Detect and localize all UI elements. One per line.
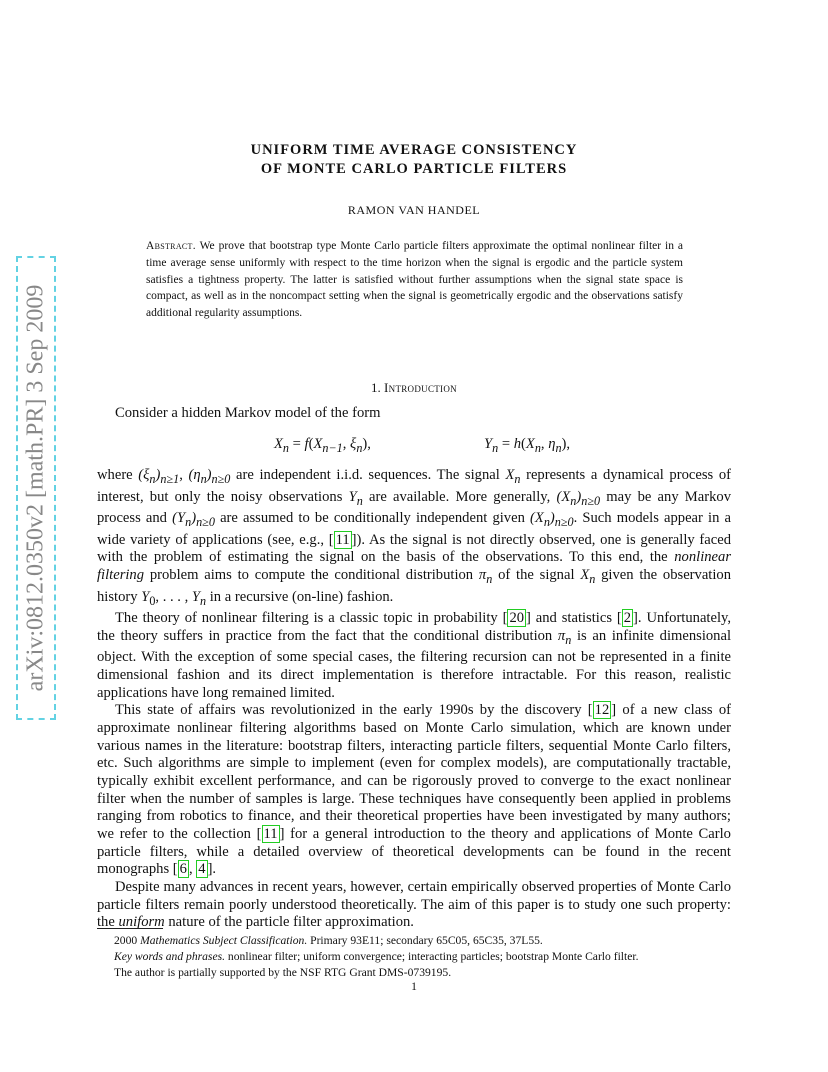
paragraph-2: The theory of nonlinear filtering is a classic topic in probability [ 20 ] and statistics [ 2 ]. Unfortunately, the theory suffers in practice from the fact that the conditional distribution $\pi_n$ is an infinite dimensional object. With the exception of some special cases, the filtering recursion can not be represented in a finite dimensional fashion and its direct implementation is therefore intractable. For this reason, realistic applications have long remained limited. [97,610,732,701]
p2-text-c: . Unfortunately, the theory suffers in practice from the fact that the conditional distribution [97,610,732,644]
msc-label: Mathematics Subject Classification. [140,934,308,947]
page-number: 1 [411,980,417,993]
equation-state: $X_n = f(X_{n-1}$, $\xi_n$), [274,436,371,455]
p2-text-d: is an infinite dimensional object. With the exception of some special cases, the filtering recursion can not be represented in a finite dimensional fashion and its direct implementation is therefore intractable. For this reason, realistic applications have long remained limited. [97,627,732,701]
p2-text-a: The theory of nonlinear filtering is a classic topic in probability [115,610,498,627]
abstract-label: Abstract. [146,240,196,252]
arxiv-stamp[interactable]: arXiv:0812.0350v2 [math.PR] 3 Sep 2009 [22,284,49,692]
p1-text-b: represents a dynamical process of interest, but only the noisy observations [97,467,731,505]
p3-text-a: This state of affairs was revolutionized in the early 1990s by the discovery [115,702,582,719]
section-number: 1. [371,380,381,395]
abstract-text: We prove that bootstrap type Monte Carlo particle filters approximate the optimal nonlinear filter in a time average sense uniformly with respect to the time horizon when the signal is ergodic and the particle system satisfies a tightness property. The latter is satisfied without further assumptions when the signal state space is compact, as well as in the noncompact setting when the signal is geometrically ergodic and the observations satisfy additional regularity assumptions. [146,240,683,320]
p1-text-a: are independent i.i.d. sequences. The signal [236,467,500,483]
section-heading [97,380,731,396]
citation-20[interactable]: 20 [509,610,525,627]
footnote-msc [97,933,731,949]
p3-text-c: for a general introduction to the theory and applications of Monte Carlo particle filters, while a detailed overview of theoretical developments can be found in the recent monographs [97,825,731,878]
footnote-keywords [97,949,731,965]
p1-emph-nonlinear-filtering: nonlinear filtering [97,549,732,583]
p3-text-b: of a new class of approximate nonlinear filtering algorithms based on Monte Carlo simulation, which are known under various names in the literature: bootstrap filters, interacting particle filters, sequential Monte Carlo filters, etc. Such algorithms are simple to implement (even for complex models), are computationally tractable, typically exhibit excellent performance, and can be rigorously proved to converge to the exact nonlinear filter when the number of samples is large. These techniques have consequently been applied in problems ranging from robotics to finance, and their theoretical properties have been investigated by many authors; we refer to the collection [97,702,731,842]
p1-text-h: problem aims to compute the conditional distribution [149,567,474,583]
section-title: Introduction [384,380,457,395]
body-text [97,467,731,932]
paper-title [120,141,708,179]
p2-text-b: and statistics [535,610,612,627]
citation-2[interactable]: 2 [623,610,632,627]
p1-text-i: of the signal [498,567,575,583]
citation-11[interactable]: 11 [335,531,350,548]
p1-text-k: in a recursive (on-line) fashion. [209,588,394,605]
paragraph-4 [97,879,731,932]
intro-sentence: Consider a hidden Markov model of the form [115,405,381,421]
footnote-support: The author is partially supported by the NSF RTG Grant DMS-0739195. [114,965,452,979]
keywords-label: Key words and phrases. [114,949,226,963]
p1-text-e: are assumed to be conditionally independent given [220,510,525,527]
citation-11-second[interactable]: 11 [263,825,278,842]
footnote-rule [97,928,163,929]
paragraph-3: This state of affairs was revolutionized in the early 1990s by the discovery [ 12 ] of a new class of approximate nonlinear filtering algorithms based on Monte Carlo simulation, which are known under various names in the literature: bootstrap filters, interacting particle filters, sequential Monte Carlo filters, etc. Such algorithms are simple to implement (even for complex models), are computationally tractable, typically exhibit excellent performance, and can be rigorously proved to converge to the exact nonlinear filter when the number of samples is large. These techniques have consequently been applied in problems ranging from robotics to finance, and their theoretical properties have been investigated by many authors; we refer to the collection [ 11 ] for a general introduction to the theory and applications of Monte Carlo particle filters, while a detailed overview of theoretical developments can be found in the recent monographs [ 6 , 4 ]. [97,702,731,878]
p1-text-d: may be any Markov process and [97,488,732,527]
p4-emph-uniform: uniform [118,914,165,931]
p1-text-g: ). As the signal is not directly observed, one is generally faced with the problem of estimating the signal on the basis of the observations. To this end, the [97,531,731,566]
msc-text: Primary 93E11; secondary 65C05, 65C35, 37L55. [310,934,543,947]
abstract [146,238,683,322]
p4-text-b: nature of the particle filter approximation. [168,914,414,931]
citation-4[interactable]: 4 [198,861,206,878]
author-name: RAMON VAN HANDEL [347,203,481,217]
intro-sentence-block [97,405,731,423]
keywords-text: nonlinear filter; uniform convergence; interacting particles; bootstrap Monte Carlo filter. [227,949,639,963]
citation-6[interactable]: 6 [179,861,187,878]
p1-text-f: . Such models appear in a wide variety of applications (see, e.g., [97,510,732,548]
citation-12[interactable]: 12 [594,702,610,719]
p1-text-c: are available. More generally, [368,488,551,505]
equation-observation: $Y_n = h(X_n$, $\eta_n$), [484,436,571,455]
p1-text-j: given the observation history [97,567,732,605]
footnotes [97,933,731,980]
paragraph-1: where $(\xi_n)_{n\ge 1}$, $(\eta_n)_{n\ge 0}$ are independent i.i.d. sequences. The signal $X_n$ represents a dynamical process of interest, but only the noisy observations $Y_n$ are available. More generally, $(X_n)_{n\ge 0}$ may be any Markov process and $(Y_n)_{n\ge 0}$ are assumed to be conditionally independent given $(X_n)_{n\ge 0}$. Such models appear in a wide variety of applications (see, e.g., [ 11 ]). As the signal is not directly observed, one is generally faced with the problem of estimating the signal on the basis of the observations. To this end, the nonlinear filtering problem aims to compute the conditional distribution $\pi_n$ of the signal $X_n$ given the observation history $Y_0$, . . . , $Y_n$ in a recursive (on-line) fashion. [97,467,732,608]
msc-year: 2000 [114,934,138,947]
title-line-2: OF MONTE CARLO PARTICLE FILTERS [260,161,568,177]
p4-text-a: Despite many advances in recent years, however, certain empirically observed properties of Monte Carlo particle filters remain poorly understood theoretically. The aim of this paper is to study one such property: the [97,878,731,931]
title-line-1: UNIFORM TIME AVERAGE CONSISTENCY [250,142,578,158]
